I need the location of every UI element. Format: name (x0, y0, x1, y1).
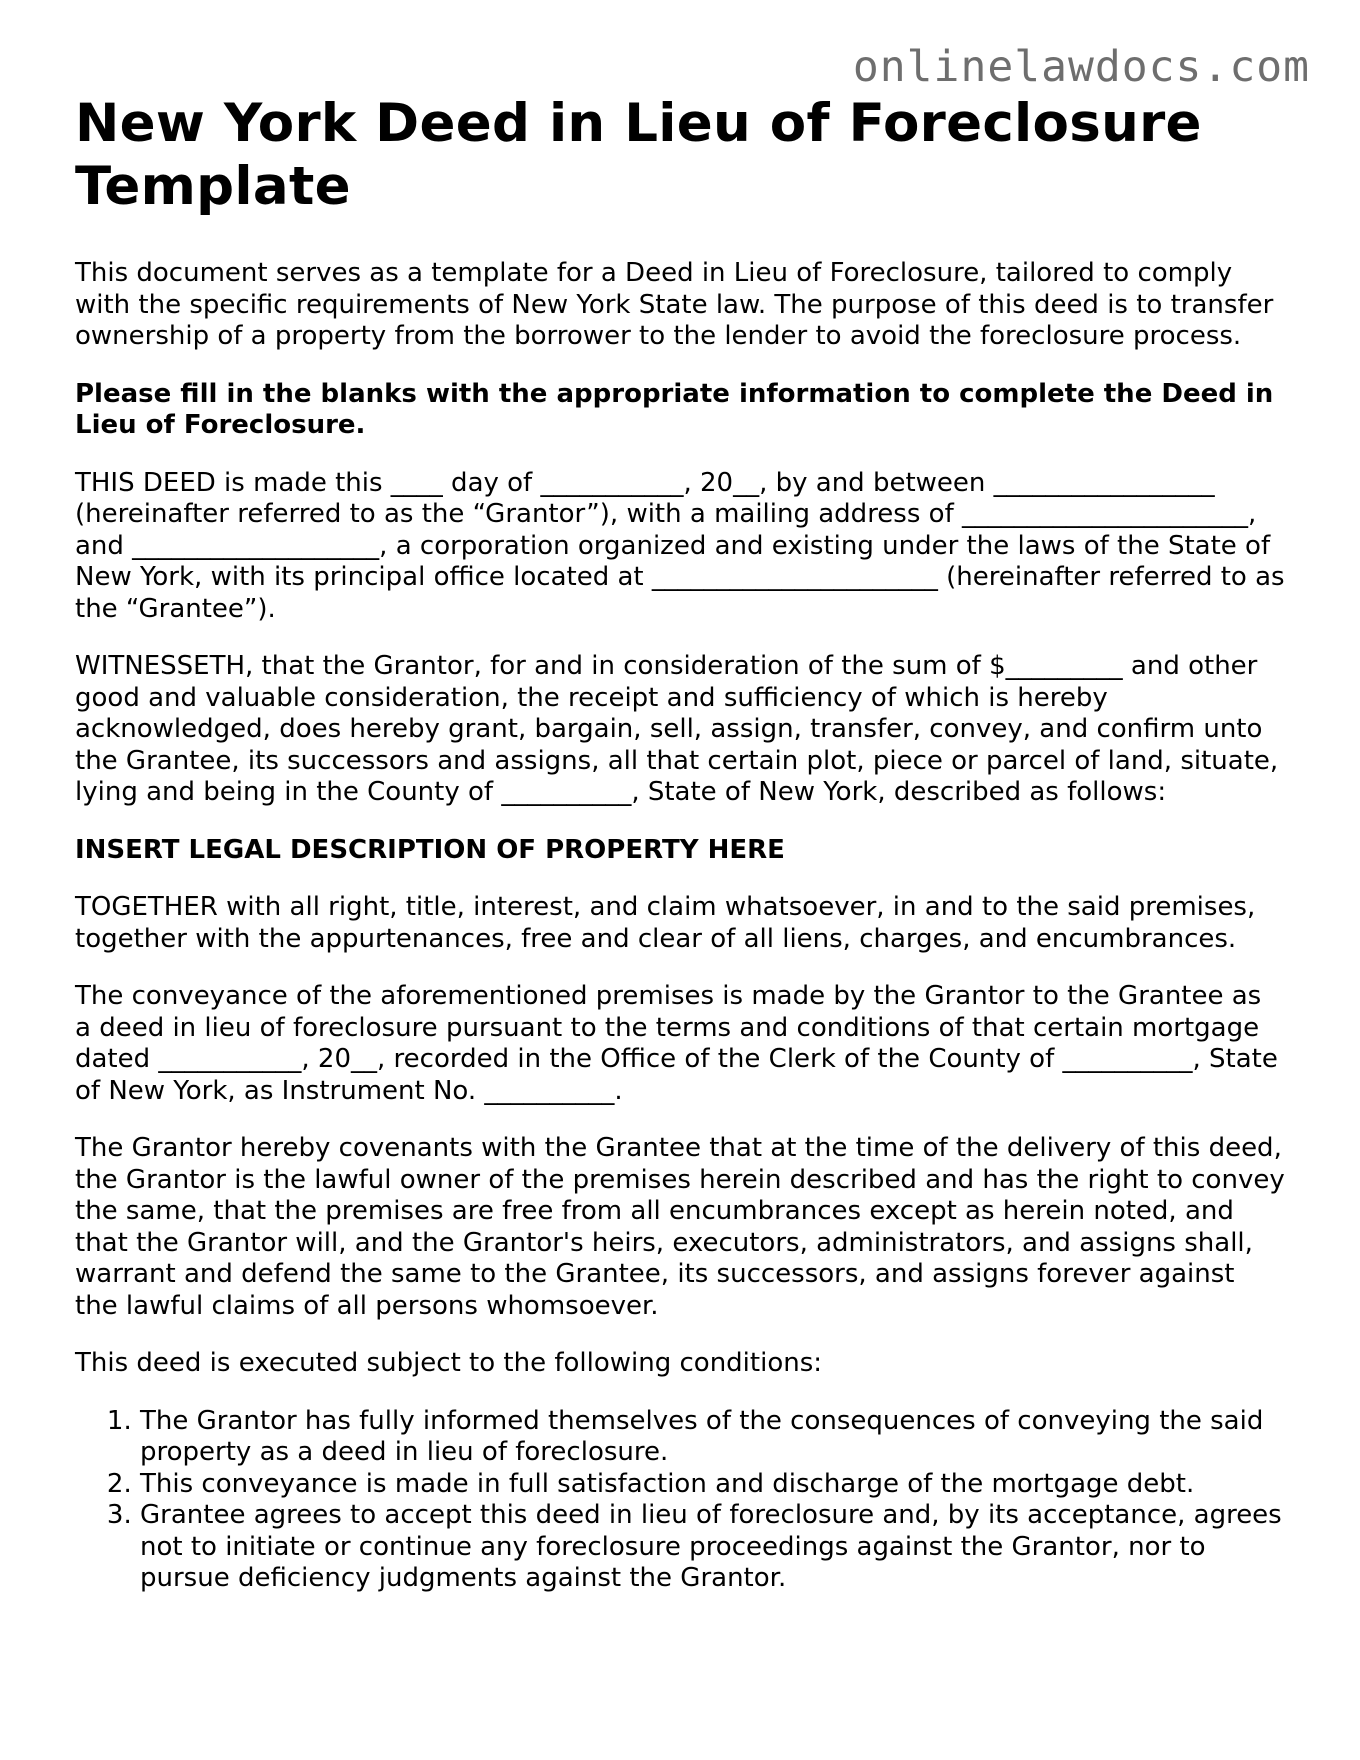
conveyance-paragraph: The conveyance of the aforementioned premises is made by the Grantor to the Grantee as a deed in lieu of foreclosure pursuant to the terms and conditions of that certain mortgage dated ___________, 20__, recorded in the Office of the Clerk of the County of __________, State of New York, as Instrument No. __________. (75, 981, 1278, 1106)
parties-paragraph: THIS DEED is made this ____ day of ___________, 20__, by and between _________________ (hereinafter referred to as the “Grantor”), with a mailing address of ______________________, and ___________________, a corporation organized and existing under the laws of the State of New York, with its principal office located at ______________________ (hereinafter referred to as the “Grantee”). (75, 467, 1285, 624)
list-item: 1. The Grantor has fully informed themselves of the consequences of conveying the said property as a deed in lieu of foreclosure. (140, 1406, 1285, 1469)
document-body (75, 92, 1285, 1595)
list-item: 2. This conveyance is made in full satisfaction and discharge of the mortgage debt. (140, 1469, 1285, 1501)
instruction-paragraph: Please fill in the blanks with the appropriate information to complete the Deed in Lieu of Foreclosure. (75, 378, 1274, 440)
together-paragraph: TOGETHER with all right, title, interest, and claim whatsoever, in and to the said premises, together with the appurtenances, free and clear of all liens, charges, and encumbrances. (75, 892, 1256, 954)
conditions-intro: This deed is executed subject to the following conditions: (75, 1348, 823, 1378)
conditions-list (75, 1406, 1285, 1595)
witnesseth-paragraph: WITNESSETH, that the Grantor, for and in consideration of the sum of $_________ and other good and valuable consideration, the receipt and sufficiency of which is hereby acknowledged, does hereby grant, bargain, sell, assign, transfer, convey, and confirm unto the Grantee, its successors and assigns, all that certain plot, piece or parcel of land, situate, lying and being in the County of __________, State of New York, described as follows: (75, 651, 1279, 807)
intro-paragraph: This document serves as a template for a Deed in Lieu of Foreclosure, tailored to comply with the specific requirements of New York State law. The purpose of this deed is to transfer ownership of a property from the borrower to the lender to avoid the foreclosure process. (75, 258, 1274, 351)
legal-description-heading: INSERT LEGAL DESCRIPTION OF PROPERTY HERE (75, 834, 785, 865)
list-item: 3. Grantee agrees to accept this deed in lieu of foreclosure and, by its acceptance, agrees not to initiate or continue any foreclosure proceedings against the Grantor, nor to pursue deficiency judgments against the Grantor. (140, 1500, 1285, 1595)
page-title: New York Deed in Lieu of Foreclosure Template (75, 93, 1202, 217)
covenant-paragraph: The Grantor hereby covenants with the Grantee that at the time of the delivery of this deed, the Grantor is the lawful owner of the premises herein described and has the right to convey the same, that the premises are free from all encumbrances except as herein noted, and that the Grantor will, and the Grantor's heirs, executors, administrators, and assigns shall, warrant and defend the same to the Grantee, its successors, and assigns forever against the lawful claims of all persons whomsoever. (75, 1133, 1285, 1321)
watermark: onlinelawdocs.com (852, 42, 1310, 92)
